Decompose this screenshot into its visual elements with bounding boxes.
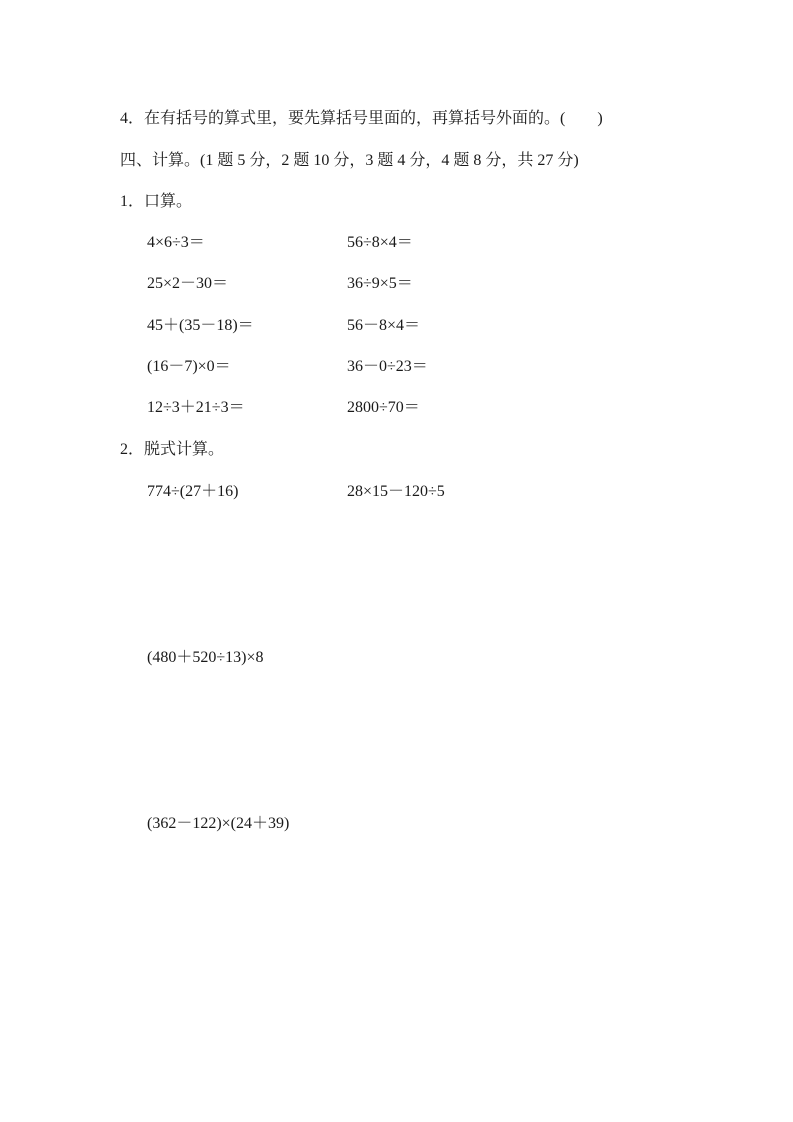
oral-item-4-left: (16－7)×0＝ <box>147 358 231 375</box>
oral-item-5-left: 12÷3＋21÷3＝ <box>147 399 245 416</box>
oral-item-1-right: 56÷8×4＝ <box>347 234 413 251</box>
oral-item-3-right: 56－8×4＝ <box>347 317 421 334</box>
oral-item-1-left: 4×6÷3＝ <box>147 234 205 251</box>
stepwise-item-1: 774÷(27＋16) <box>147 483 239 500</box>
oral-item-2-left: 25×2－30＝ <box>147 275 229 292</box>
oral-calculation-heading: 1．口算。 <box>120 193 193 210</box>
oral-item-3-left: 45＋(35－18)＝ <box>147 317 254 334</box>
oral-item-5-right: 2800÷70＝ <box>347 399 420 416</box>
stepwise-item-4: (362－122)×(24＋39) <box>147 815 290 832</box>
stepwise-calculation-heading: 2．脱式计算。 <box>120 441 225 458</box>
oral-item-2-right: 36÷9×5＝ <box>347 275 413 292</box>
oral-item-4-right: 36－0÷23＝ <box>347 358 428 375</box>
stepwise-item-3: (480＋520÷13)×8 <box>147 649 264 666</box>
true-false-question-4: 4．在有括号的算式里，要先算括号里面的，再算括号外面的。( ) <box>120 110 603 127</box>
section-four-heading: 四、计算。(1 题 5 分，2 题 10 分，3 题 4 分，4 题 8 分，共 27 分) <box>120 152 579 169</box>
stepwise-item-2: 28×15－120÷5 <box>347 483 445 500</box>
